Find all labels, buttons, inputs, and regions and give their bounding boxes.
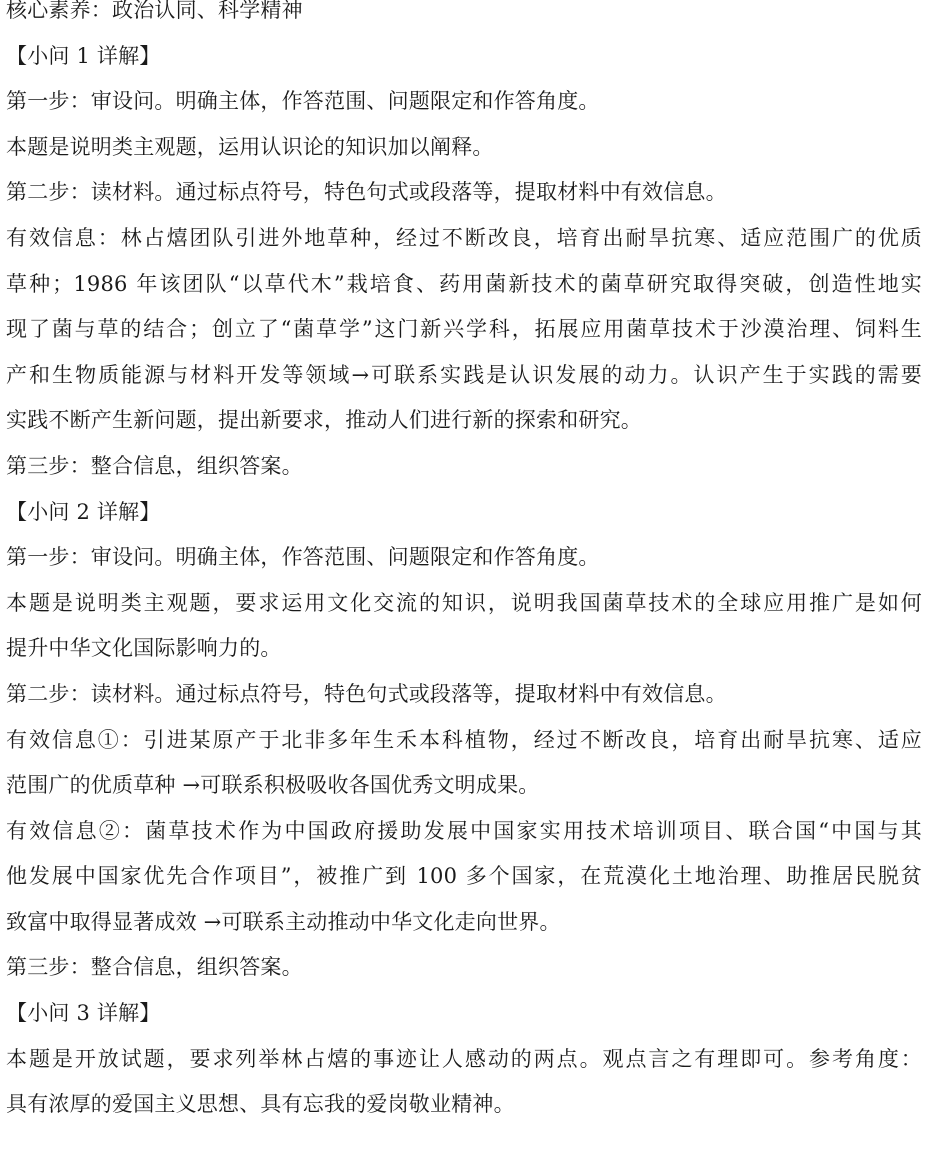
q3-answer-line-2: 具有浓厚的爱国主义思想、具有忘我的爱岗敬业精神。 (6, 1092, 515, 1117)
q1-step-1: 第一步：审设问。明确主体，作答范围、问题限定和作答角度。 (6, 89, 600, 114)
q2-info-1-line-2: 范围广的优质草种 →可联系积极吸收各国优秀文明成果。 (6, 773, 540, 798)
q2-step-3: 第三步：整合信息，组织答案。 (6, 955, 303, 980)
q1-info-line-5: 实践不断产生新问题，提出新要求，推动人们进行新的探索和研究。 (6, 408, 642, 433)
question-2-heading: 【小问 2 详解】 (6, 499, 161, 524)
q2-info-1-line-1: 有效信息①：引进某原产于北非多年生禾本科植物，经过不断改良，培育出耐旱抗寒、适应 (6, 727, 922, 752)
question-3-heading: 【小问 3 详解】 (6, 1001, 161, 1026)
q2-type-note-line-2: 提升中华文化国际影响力的。 (6, 636, 282, 661)
q1-info-line-3: 现了菌与草的结合；创立了“菌草学”这门新兴学科，拓展应用菌草技术于沙漠治理、饲料生 (6, 317, 922, 342)
q1-info-line-2: 草种；1986 年该团队“以草代木”栽培食、药用菌新技术的菌草研究取得突破，创造性地实 (6, 271, 922, 296)
q1-type-note: 本题是说明类主观题，运用认识论的知识加以阐释。 (6, 134, 494, 159)
q2-step-2: 第二步：读材料。通过标点符号，特色句式或段落等，提取材料中有效信息。 (6, 681, 727, 706)
q1-step-3: 第三步：整合信息，组织答案。 (6, 453, 303, 478)
document-body (6, 0, 922, 1128)
q1-step-2: 第二步：读材料。通过标点符号，特色句式或段落等，提取材料中有效信息。 (6, 180, 727, 205)
q2-info-2-line-1: 有效信息②：菌草技术作为中国政府援助发展中国家实用技术培训项目、联合国“中国与其 (6, 818, 922, 843)
q2-step-1: 第一步：审设问。明确主体，作答范围、问题限定和作答角度。 (6, 545, 600, 570)
q3-answer-line-1: 本题是开放试题，要求列举林占熺的事迹让人感动的两点。观点言之有理即可。参考角度： (6, 1046, 922, 1071)
q1-info-line-1: 有效信息：林占熺团队引进外地草种，经过不断改良，培育出耐旱抗寒、适应范围广的优质 (6, 225, 922, 250)
q2-info-2-line-2: 他发展中国家优先合作项目”，被推广到 100 多个国家，在荒漠化土地治理、助推居民脱贫 (6, 864, 922, 889)
q2-info-2-line-3: 致富中取得显著成效 →可联系主动推动中华文化走向世界。 (6, 909, 561, 934)
q1-info-line-4: 产和生物质能源与材料开发等领域→可联系实践是认识发展的动力。认识产生于实践的需要 (6, 362, 922, 387)
q2-type-note-line-1: 本题是说明类主观题，要求运用文化交流的知识，说明我国菌草技术的全球应用推广是如何 (6, 590, 922, 615)
core-literacy-line: 核心素养：政治认同、科学精神 (6, 0, 303, 22)
question-1-heading: 【小问 1 详解】 (6, 43, 161, 68)
